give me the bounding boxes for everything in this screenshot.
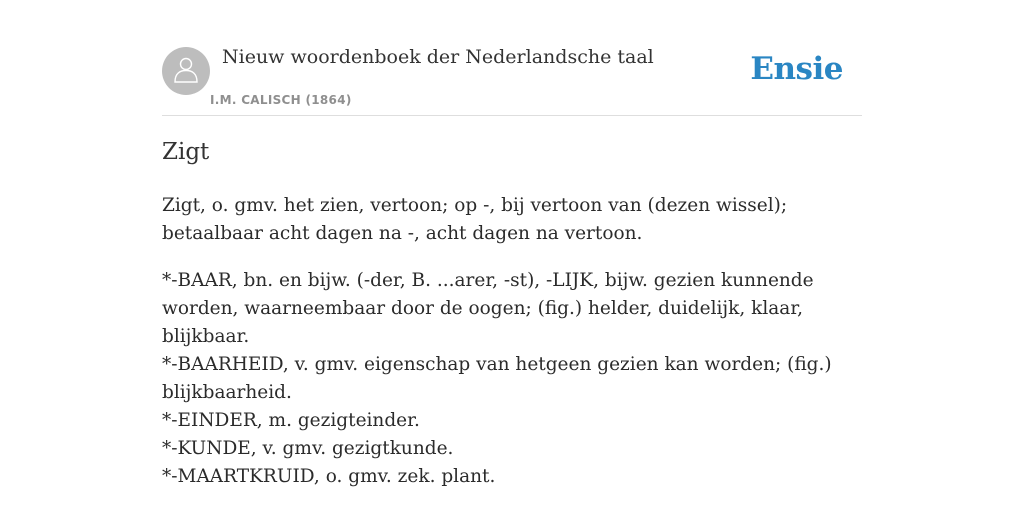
- page-header: [162, 0, 862, 116]
- derivative-item: *-KUNDE, v. gmv. gezigtkunde.: [162, 438, 454, 459]
- derivative-item: *-MAARTKRUID, o. gmv. zek. plant.: [162, 466, 496, 487]
- derivative-item: *-BAARHEID, v. gmv. eigenschap van hetgeen gezien kan worden; (fig.) blijkbaarheid.: [162, 354, 832, 403]
- dictionary-page: [162, 0, 862, 487]
- avatar[interactable]: [162, 47, 210, 95]
- author-label[interactable]: I.M. CALISCH (1864): [210, 93, 352, 107]
- entry-title: Zigt: [162, 139, 210, 165]
- user-icon: [173, 55, 199, 87]
- entry-derivatives: [162, 267, 862, 491]
- entry-definition: Zigt, o. gmv. het zien, vertoon; op -, bij vertoon van (dezen wissel); betaalbaar acht dagen na -, acht dagen na vertoon.: [162, 195, 788, 244]
- ensie-logo[interactable]: Ensie: [750, 51, 843, 87]
- book-title[interactable]: Nieuw woordenboek der Nederlandsche taal: [222, 46, 654, 68]
- derivative-item: *-BAAR, bn. en bijw. (-der, B. ...arer, -st), -LIJK, bijw. gezien kunnende worden, waarneembaar door de oogen; (fig.) helder, duidelijk, klaar, blijkbaar.: [162, 270, 814, 347]
- derivative-item: *-EINDER, m. gezigteinder.: [162, 410, 420, 431]
